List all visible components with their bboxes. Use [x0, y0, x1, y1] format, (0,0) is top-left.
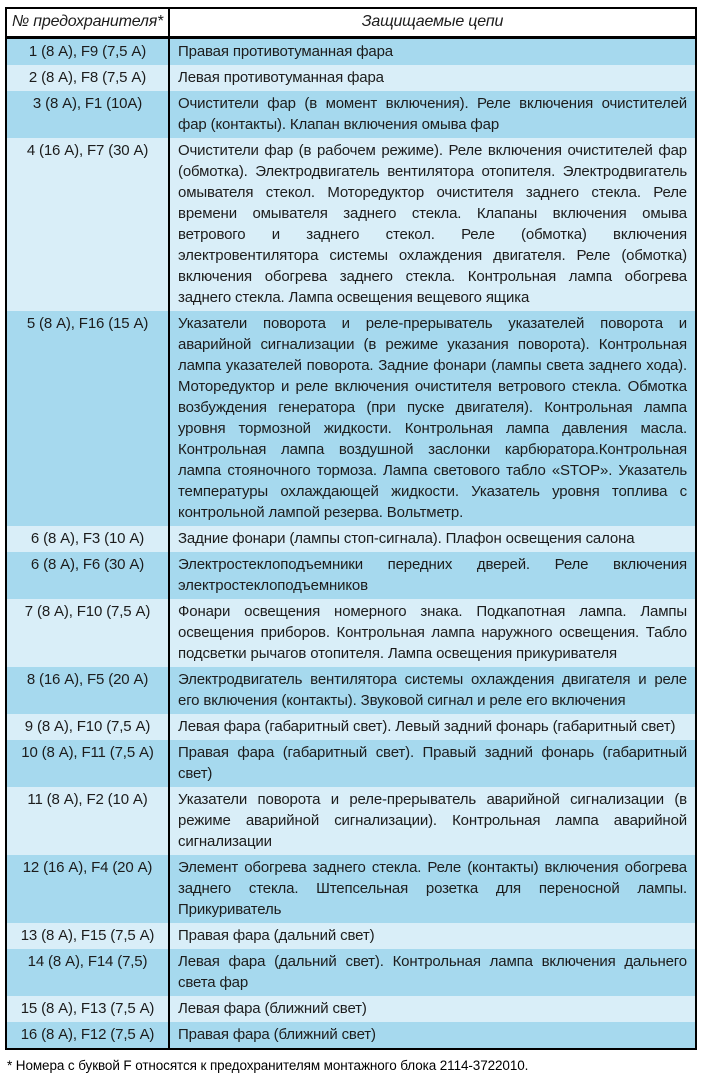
table-row	[6, 923, 696, 949]
protected-circuits-cell: Очистители фар (в момент включения). Реле включения очистителей фар (контакты). Клапан включения омыва фар	[178, 95, 687, 133]
protected-circuits-cell: Задние фонари (лампы стоп-сигнала). Плафон освещения салона	[178, 530, 635, 547]
protected-circuits-cell: Очистители фар (в рабочем режиме). Реле включения очистителей фар (обмотка). Электродвигатель вентилятора отопителя. Электродвигатель омывателя стекол. Моторедуктор очистителя заднего стекла. Реле времени омывателя заднего стекла. Клапаны включения омыва ветрового и заднего стекол. Реле (обмотка) включения электровентилятора системы охлаждения двигателя. Реле (обмотка) включения обогрева заднего стекла. Контрольная лампа обогрева заднего стекла. Лампа освещения вещевого ящика	[178, 142, 687, 306]
fuse-number-cell: 5 (8 А), F16 (15 А)	[6, 311, 169, 526]
table-row	[6, 65, 696, 91]
protected-circuits-cell: Правая фара (ближний свет)	[178, 1026, 376, 1043]
table-row	[6, 526, 696, 552]
table-header	[6, 8, 696, 38]
header-row	[6, 8, 696, 38]
column-header-protected-circuits: Защищаемые цепи	[169, 8, 696, 38]
table-row	[6, 949, 696, 996]
protected-circuits-cell: Фонари освещения номерного знака. Подкапотная лампа. Лампы освещения приборов. Контрольная лампа наружного освещения. Табло подсветки рычагов отопителя. Лампа освещения прикуривателя	[178, 603, 687, 662]
table-body	[6, 38, 696, 1050]
protected-circuits-cell: Левая противотуманная фара	[178, 69, 384, 86]
protected-circuits-cell: Электродвигатель вентилятора системы охлаждения двигателя и реле его включения (контакты). Звуковой сигнал и реле его включения	[178, 671, 687, 709]
fuse-assignment-table	[5, 7, 697, 1050]
protected-circuits-cell: Правая противотуманная фара	[178, 43, 393, 60]
table-row	[6, 138, 696, 311]
table-row	[6, 855, 696, 923]
fuse-number-cell: 8 (16 А), F5 (20 А)	[6, 667, 169, 714]
protected-circuits-cell: Правая фара (дальний свет)	[178, 927, 375, 944]
protected-circuits-cell: Электростеклоподъемники передних дверей. Реле включения электростеклоподъемников	[178, 556, 687, 594]
fuse-number-cell: 12 (16 А), F4 (20 А)	[6, 855, 169, 923]
protected-circuits-cell: Левая фара (габаритный свет). Левый задний фонарь (габаритный свет)	[178, 718, 676, 735]
protected-circuits-cell: Указатели поворота и реле-прерыватель указателей поворота и аварийной сигнализации (в режиме указания поворота). Контрольная лампа указателей поворота. Задние фонари (лампы света заднего хода). Моторедуктор и реле включения очистителя ветрового стекла. Обмотка возбуждения генератора (при пуске двигателя). Контрольная лампа уровня тормозной жидкости. Контрольная лампа давления масла. Контрольная лампа воздушной заслонки карбюратора.Контрольная лампа стояночного тормоза. Лампа светового табло «STOP». Указатель температуры охлаждающей жидкости. Указатель уровня топлива с контрольной лампой резерва. Вольтметр.	[178, 315, 687, 521]
protected-circuits-cell: Правая фара (габаритный свет). Правый задний фонарь (габаритный свет)	[178, 744, 687, 782]
fuse-number-cell: 14 (8 А), F14 (7,5)	[6, 949, 169, 996]
table-row	[6, 91, 696, 138]
fuse-number-cell: 6 (8 А), F6 (30 А)	[6, 552, 169, 599]
table-row	[6, 667, 696, 714]
column-header-fuse-number: № предохранителя*	[6, 8, 169, 38]
protected-circuits-cell: Указатели поворота и реле-прерыватель аварийной сигнализации (в режиме аварийной сигнализации). Контрольная лампа аварийной сигнализации	[178, 791, 687, 850]
footnote: * Номера с буквой F относятся к предохранителям монтажного блока 2114-3722010.	[7, 1058, 529, 1073]
table-row	[6, 1022, 696, 1049]
fuse-number-cell: 4 (16 А), F7 (30 А)	[6, 138, 169, 311]
protected-circuits-cell: Элемент обогрева заднего стекла. Реле (контакты) включения обогрева заднего стекла. Штепсельная розетка для переносной лампы. Прикуриватель	[178, 859, 687, 918]
table-row	[6, 599, 696, 667]
fuse-number-cell: 6 (8 А), F3 (10 А)	[6, 526, 169, 552]
fuse-number-cell: 15 (8 А), F13 (7,5 А)	[6, 996, 169, 1022]
fuse-number-cell: 16 (8 А), F12 (7,5 А)	[6, 1022, 169, 1049]
table-row	[6, 740, 696, 787]
fuse-number-cell: 1 (8 А), F9 (7,5 А)	[6, 38, 169, 66]
table-row	[6, 787, 696, 855]
fuse-number-cell: 9 (8 А), F10 (7,5 А)	[6, 714, 169, 740]
fuse-number-cell: 11 (8 А), F2 (10 А)	[6, 787, 169, 855]
fuse-number-cell: 3 (8 А), F1 (10А)	[6, 91, 169, 138]
fuse-number-cell: 7 (8 А), F10 (7,5 А)	[6, 599, 169, 667]
table-row	[6, 552, 696, 599]
table-row	[6, 714, 696, 740]
table-row	[6, 38, 696, 66]
fuse-number-cell: 13 (8 А), F15 (7,5 А)	[6, 923, 169, 949]
table-row	[6, 311, 696, 526]
protected-circuits-cell: Левая фара (дальний свет). Контрольная лампа включения дальнего света фар	[178, 953, 687, 991]
table-row	[6, 996, 696, 1022]
protected-circuits-cell: Левая фара (ближний свет)	[178, 1000, 367, 1017]
fuse-number-cell: 10 (8 А), F11 (7,5 А)	[6, 740, 169, 787]
fuse-number-cell: 2 (8 А), F8 (7,5 А)	[6, 65, 169, 91]
